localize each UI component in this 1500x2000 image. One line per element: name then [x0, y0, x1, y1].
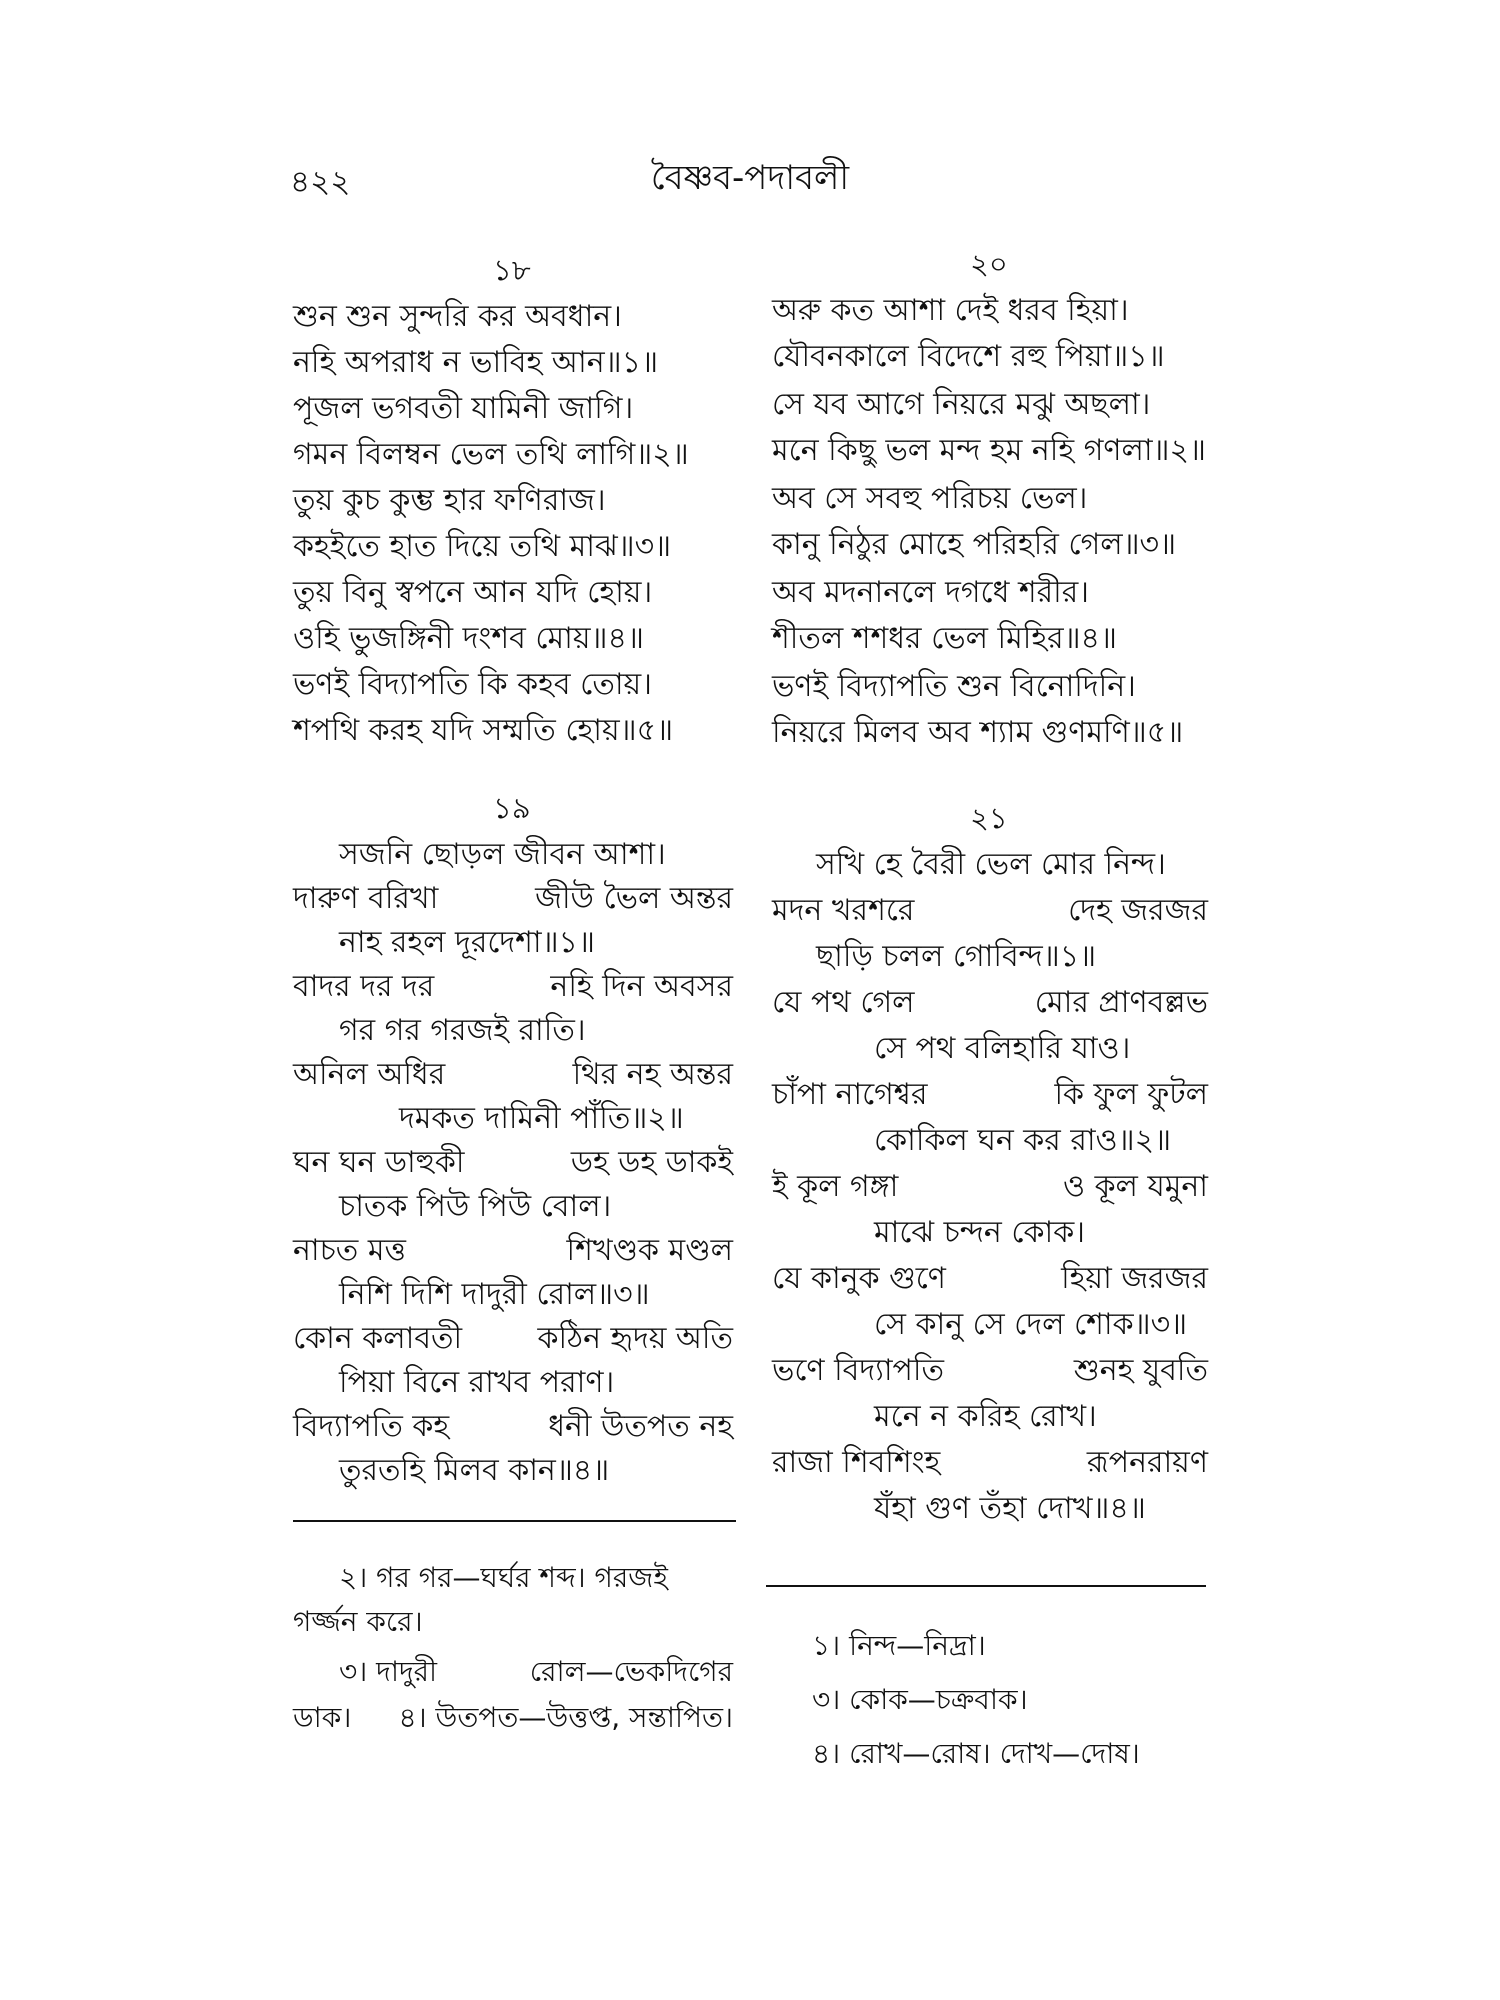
running-head: বৈষ্ণব-পদাবলী [650, 158, 850, 198]
left-column: ১৮ শুন শুন সুন্দরি কর অবধান। নহি অপরাধ ন ভাবিহ আন॥১॥ পূজল ভগবতী যামিনী জাগি। গমন বিলম্বন ভেল তথি লাগি॥২॥ তুয় কুচ কুম্ভ হার ফণিরাজ। কহইতে হাত দিয়ে তথি মাঝ॥৩॥ তুয় বিনু স্বপনে আন যদি হোয়। ওহি ভুজঙ্গিনী দংশব মোয়॥৪॥ ভণই বিদ্যাপতি কি কহব তোয়। শপথি করহ যদি সম্মতি হোয়॥৫॥ ১৯ সজনি ছোড়ল জীবন আশা। দারুণ বরিখা জীউ ভৈল অন্তর নাহ রহল দূরদেশা॥১॥ বাদর দর দর নহি দিন অবসর গর গর গরজই রাতি। অনিল অধির থির নহ অন্তর দমকত দামিনী পাঁতি॥২॥ ঘন ঘন ডাহুকী ডহ ডহ ডাকই চাতক পিউ পিউ বোল। নাচত মত্ত শিখণ্ডক মণ্ডল নিশি দিশি দাদুরী রোল॥৩॥ কোন কলাবতী কঠিন হৃদয় অতি পিয়া বিনে রাখব পরাণ। বিদ্যাপতি কহ ধনী উতপত নহ তুরতহি মিলব কান॥৪॥ ২। গর গর—ঘর্ঘর শব্দ। গরজই গর্জ্জন করে। ৩। দাদুরী রোল—ভেকদিগের ডাক। ৪। উতপত—উত্তপ্ত, সন্তাপিত। [293, 0, 738, 2000]
poem-number: ২০ [970, 247, 1008, 281]
page-number: ৪২২ [290, 164, 351, 200]
footnote-rule [293, 1520, 736, 1522]
poem-number: ১৮ [493, 253, 531, 287]
footnote-rule [766, 1585, 1206, 1587]
poem-number: ২১ [970, 801, 1008, 835]
poem-number: ১৯ [493, 791, 531, 825]
right-column: ২০ অরু কত আশা দেই ধরব হিয়া। যৌবনকালে বিদেশে রহু পিয়া॥১॥ সে যব আগে নিয়রে মঝু অছলা। মনে কিছু ভল মন্দ হম নহি গণলা॥২॥ অব সে সবহু পরিচয় ভেল। কানু নিঠুর মোহে পরিহরি গেল॥৩॥ অব মদনানলে দগধে শরীর। শীতল শশধর ভেল মিহির॥৪॥ ভণই বিদ্যাপতি শুন বিনোদিনি। নিয়রে মিলব অব শ্যাম গুণমণি॥৫॥ ২১ সখি হে বৈরী ভেল মোর নিন্দ। মদন খরশরে দেহ জরজর ছাড়ি চলল গোবিন্দ॥১॥ যে পথ গেল মোর প্রাণবল্লভ সে পথ বলিহারি যাও। চাঁপা নাগেশ্বর কি ফুল ফুটল কোকিল ঘন কর রাও॥২॥ ই কূল গঙ্গা ও কূল যমুনা মাঝে চন্দন কোক। যে কানুক গুণে হিয়া জরজর সে কানু সে দেল শোক॥৩॥ ভণে বিদ্যাপতি শুনহ যুবতি মনে ন করিহ রোখ। রাজা শিবশিংহ রূপনরায়ণ যঁহা গুণ তঁহা দোখ॥৪॥ ১। নিন্দ—নিদ্রা। ৩। কোক—চক্রবাক। ৪। রোখ—রোষ। দোখ—দোষ। [772, 0, 1217, 2000]
